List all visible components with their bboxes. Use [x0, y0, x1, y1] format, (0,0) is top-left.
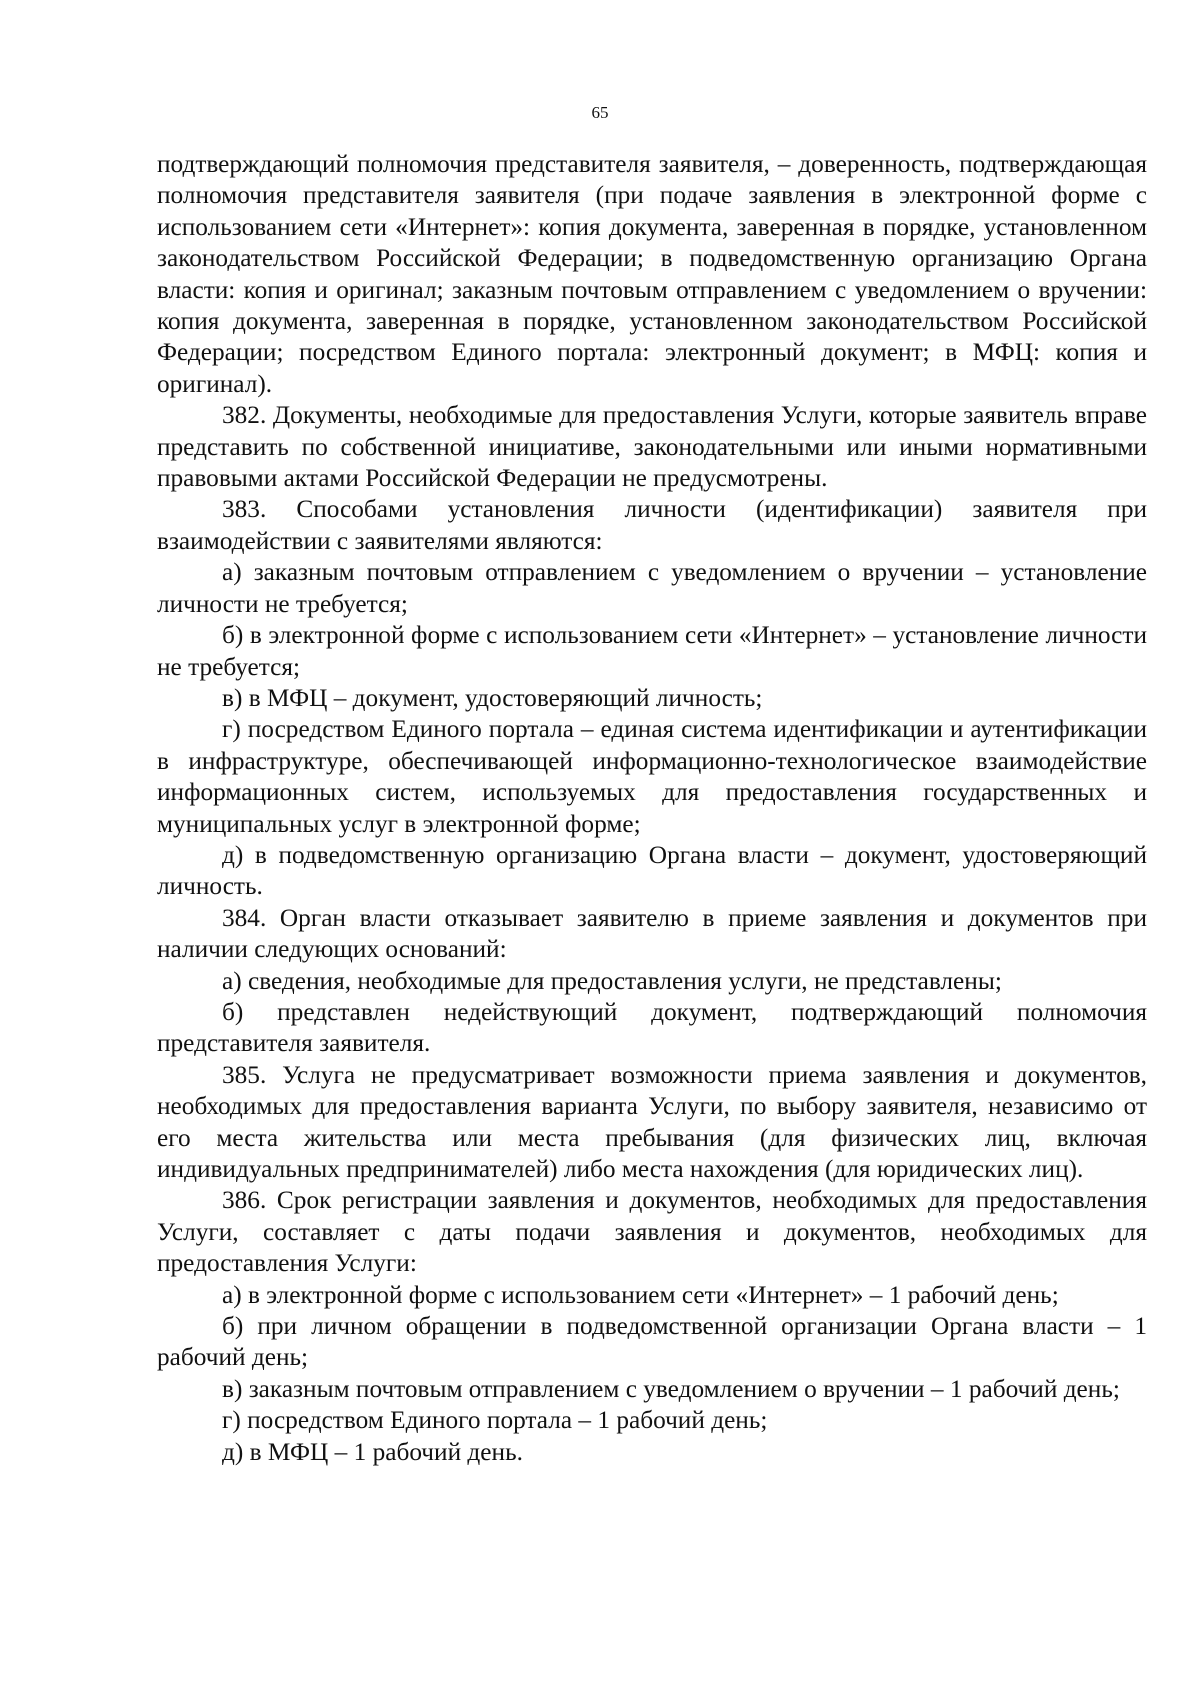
document-body: [157, 149, 1147, 1468]
paragraph-384-item-b: б) представлен недействующий документ, подтверждающий полномочия представителя заявителя.: [157, 997, 1147, 1058]
paragraph-384-item-a: а) сведения, необходимые для предоставления услуги, не представлены;: [222, 966, 1002, 995]
paragraph-continuation: подтверждающий полномочия представителя заявителя, – доверенность, подтверждающая полномочия представителя заявителя (при подаче заявления в электронной форме с использованием сети «Интернет»: копия документа, заверенная в порядке, установленном законодательством Российской Федерации; в подведомственную организацию Органа власти: копия и оригинал; заказным почтовым отправлением с уведомлением о вручении: копия документа, заверенная в порядке, установленном законодательством Российской Федерации; посредством Единого портала: электронный документ; в МФЦ: копия и оригинал).: [157, 150, 1147, 398]
page-number: 65: [591, 103, 609, 122]
paragraph-385: 385. Услуга не предусматривает возможности приема заявления и документов, необходимых для предоставления варианта Услуги, по выбору заявителя, независимо от его места жительства или места пребывания (для физических лиц, включая индивидуальных предпринимателей) либо места нахождения (для юридических лиц).: [157, 1060, 1147, 1183]
paragraph-383-item-v: в) в МФЦ – документ, удостоверяющий личность;: [222, 683, 763, 712]
paragraph-383: 383. Способами установления личности (идентификации) заявителя при взаимодействии с заявителями являются:: [157, 495, 1147, 555]
paragraph-386-item-b: б) при личном обращении в подведомственной организации Органа власти – 1 рабочий день;: [157, 1312, 1147, 1372]
paragraph-383-item-a: а) заказным почтовым отправлением с уведомлением о вручении – установление личности не требуется;: [157, 558, 1147, 618]
paragraph-386-item-g: г) посредством Единого портала – 1 рабочий день;: [222, 1406, 768, 1435]
paragraph-386-item-a: а) в электронной форме с использованием сети «Интернет» – 1 рабочий день;: [222, 1280, 1059, 1309]
paragraph-383-item-g: г) посредством Единого портала – единая система идентификации и аутентификации в инфраструктуре, обеспечивающей информационно-технологическое взаимодействие информационных систем, используемых для предоставления государственных и муниципальных услуг в электронной форме;: [157, 715, 1147, 838]
paragraph-386-item-d: д) в МФЦ – 1 рабочий день.: [222, 1437, 523, 1466]
paragraph-386-item-v: в) заказным почтовым отправлением с уведомлением о вручении – 1 рабочий день;: [222, 1374, 1120, 1403]
paragraph-383-item-b: б) в электронной форме с использованием сети «Интернет» – установление личности не требуется;: [157, 621, 1147, 681]
paragraph-383-item-d: д) в подведомственную организацию Органа власти – документ, удостоверяющий личность.: [157, 840, 1147, 901]
paragraph-386: 386. Срок регистрации заявления и документов, необходимых для предоставления Услуги, составляет с даты подачи заявления и документов, необходимых для предоставления Услуги:: [157, 1186, 1147, 1278]
paragraph-382: 382. Документы, необходимые для предоставления Услуги, которые заявитель вправе представить по собственной инициативе, законодательными или иными нормативными правовыми актами Российской Федерации не предусмотрены.: [157, 401, 1147, 493]
paragraph-384: 384. Орган власти отказывает заявителю в приеме заявления и документов при наличии следующих оснований:: [157, 903, 1147, 964]
